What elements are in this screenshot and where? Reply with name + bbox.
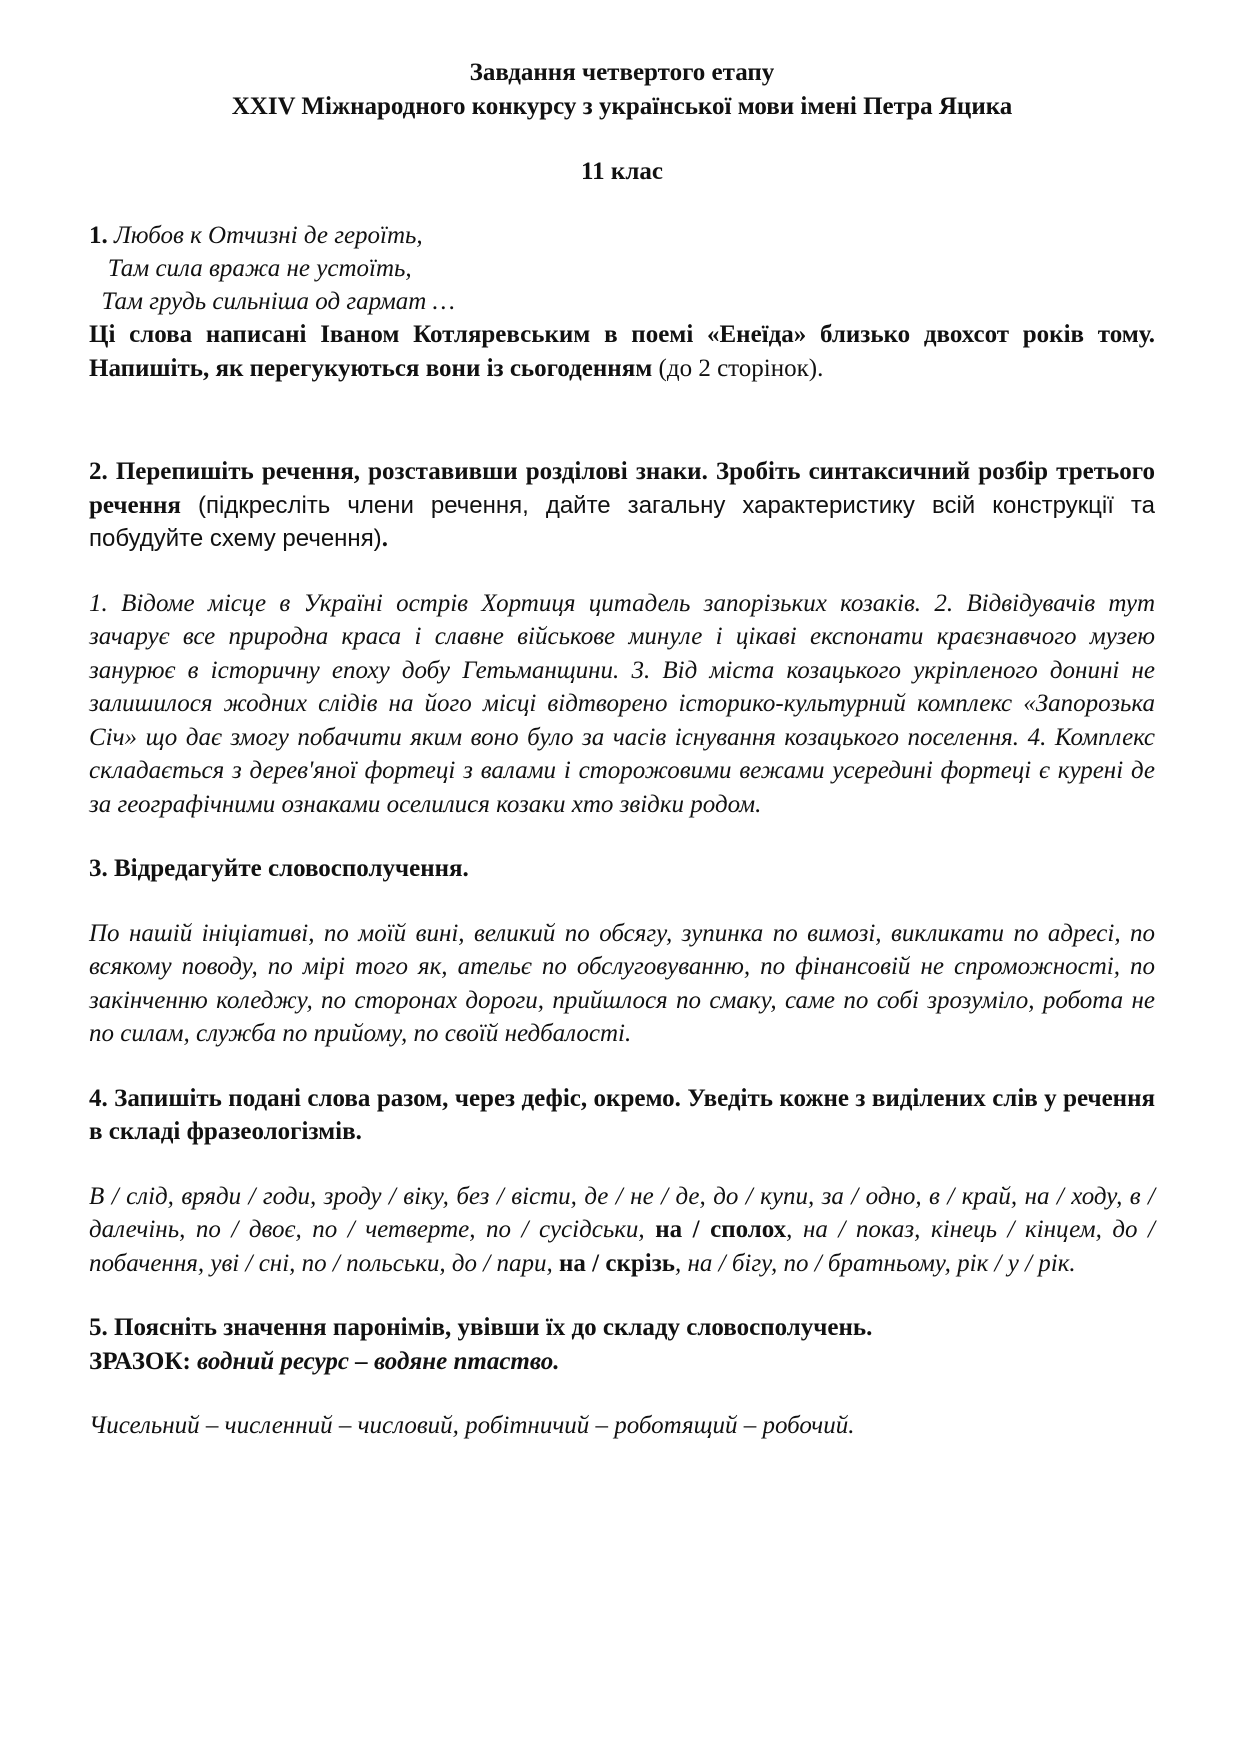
task4-text-part3: , на / бігу, по / братньому, рік / у / рік.: [674, 1249, 1076, 1277]
header-title-line2: XXIV Міжнародного конкурсу з української мови імені Петра Яцика: [231, 93, 1013, 120]
task2-instruction-end: .: [381, 525, 388, 552]
grade-label: 11 клас: [581, 158, 663, 185]
task1-instruction: [89, 318, 1155, 385]
task3-instruction: 3. Відредагуйте словосполучення.: [89, 855, 469, 882]
task5-text: Чисельний – численний – числовий, робітничий – роботящий – робочий.: [89, 1412, 855, 1439]
task4-instruction: 4. Запишіть подані слова разом, через дефіс, окремо. Уведіть кожне з виділених слів у речення в складі фразеологізмів.: [89, 1084, 1155, 1145]
task5-sample-label: ЗРАЗОК:: [89, 1347, 198, 1375]
task2-text: 1. Відоме місце в Україні острів Хортиця цитадель запорізьких козаків. 2. Відвідувачів тут зачарує все природна краса і славне військове минуле і цікаві експонати краєзнавчого музею занурює в історичну епоху добу Гетьманщини. 3. Від міста козацького укріпленого донині не залишилося жодних слідів на його місці відтворено історико-культурний комплекс «Запорозька Січ» що дає змогу побачити яким воно було за часів існування козацького поселення. 4. Комплекс складається з дерев'яної фортеці з валами і сторожовими вежами усередині фортеці є курені де за географічними ознаками оселилися козаки хто звідки родом.: [89, 589, 1155, 818]
header-title-line1: Завдання четвертого етапу: [469, 59, 775, 86]
document-page: [89, 56, 1155, 1443]
task4-highlight-1: на / сполох: [655, 1216, 787, 1243]
poem-line-1-text: Любов к Отчизні де героїть,: [114, 222, 423, 249]
poem-line-3: Там грудь сильніша од гармат …: [89, 288, 455, 315]
task1-poem: [89, 219, 1155, 318]
task5-sample: [89, 1345, 1155, 1379]
document-header: [89, 56, 1155, 189]
task4-highlight-2: на / скрізь: [559, 1249, 675, 1277]
poem-line-1: [89, 219, 1155, 252]
task4-text-part2: , на / показ, кінець / кінцем, до / побачення, уві / сні, по / польськи, до / пари,: [89, 1216, 1155, 1277]
task3-text: По нашій ініціативі, по моїй вині, великий по обсягу, зупинка по вимозі, викликати по адресі, по всякому поводу, по мірі того як, ательє по обслуговуванню, по фінансовій не спроможності, по закінченню коледжу, по сторонах дороги, прийшлося по смаку, саме по собі зрозуміло, робота не по силам, служба по прийому, по своїй недбалості.: [89, 919, 1155, 1047]
task1-instruction-tail: (до 2 сторінок).: [652, 354, 824, 382]
task5-instruction: 5. Поясніть значення паронімів, увівши їх до складу словосполучень.: [89, 1314, 873, 1341]
task1-number: 1.: [89, 222, 108, 249]
task4-text: [89, 1180, 1155, 1281]
poem-line-2: Там сила вража не устоїть,: [89, 255, 412, 282]
task2-instruction: [89, 455, 1155, 556]
task2-instruction-regular: (підкресліть члени речення, дайте загальну характеристику всій конструкції та побудуйте схему речення): [89, 491, 1155, 552]
task2-instruction-bold: 2. Перепишіть речення, розставивши розділові знаки. Зробіть синтаксичний розбір третього речення: [89, 458, 1155, 519]
task4-text-part1: В / слід, вряди / годи, зроду / віку, без / вісти, де / не / де, до / купи, за / одно, в / край, на / ходу, в / далечінь, по / двоє, по / четверте, по / сусідськи,: [89, 1182, 1155, 1243]
task1-instruction-bold: Ці слова написані Іваном Котляревським в поемі «Енеїда» близько двохсот років тому. Напишіть, як перегукуються вони із сьогоденням: [89, 321, 1155, 382]
task5-sample-text: водний ресурс – водяне птаство.: [197, 1347, 560, 1375]
